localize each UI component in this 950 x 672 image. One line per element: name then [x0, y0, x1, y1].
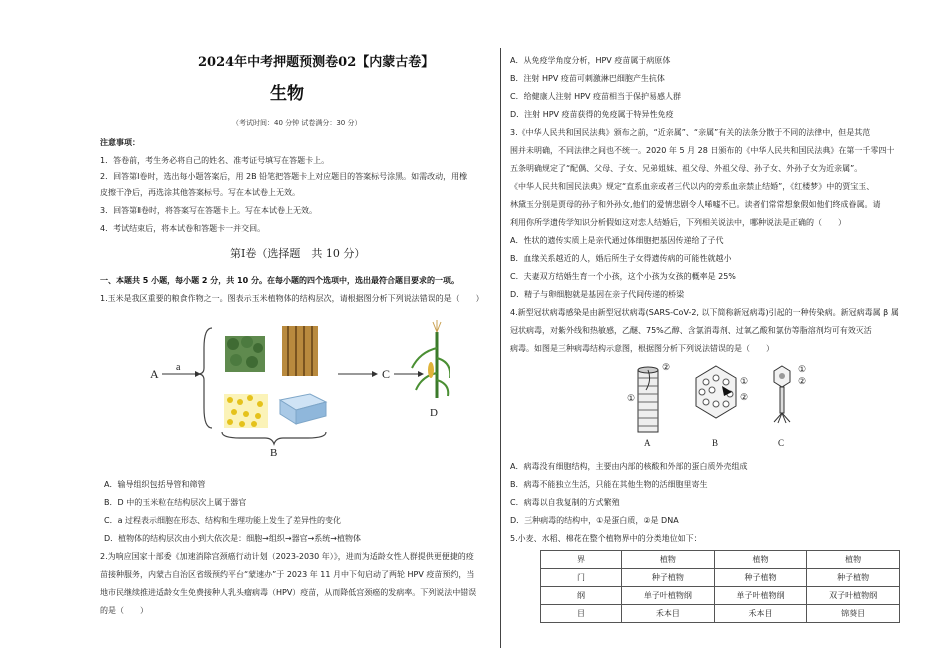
- virus-b-label: B: [712, 438, 719, 448]
- q4-stem-line: 病毒。如图是三种病毒结构示意图，根据图分析下列说法错误的是（ ）: [510, 344, 774, 353]
- table-cell: 植物: [622, 551, 715, 569]
- table-cell: 纲: [541, 587, 622, 605]
- section-title: 第Ⅰ卷（选择题 共 10 分）: [230, 247, 366, 260]
- note-item: 4．考试结束后，将本试卷和答题卡一并交回。: [100, 224, 266, 233]
- table-cell: 种子植物: [807, 569, 900, 587]
- table-cell: 门: [541, 569, 622, 587]
- table-cell: 种子植物: [622, 569, 715, 587]
- q1-option: D．植物体的结构层次由小到大依次是：细胞→组织→器官→系统→植物体: [104, 534, 361, 543]
- q3-stem-line: 林黛玉分别是贾母的孙子和外孙女,他们的爱情悲剧令人唏嘘不已。读者们常常想象假如他们终成眷属。请: [510, 200, 881, 209]
- q4-option: A．病毒没有细胞结构，主要由内部的核酸和外部的蛋白质外壳组成: [510, 462, 748, 471]
- q1-option: B．D 中的玉米粒在结构层次上属于器官: [104, 498, 247, 507]
- table-cell: 界: [541, 551, 622, 569]
- virus-label-1: ①: [798, 364, 807, 374]
- q2-option: D．注射 HPV 疫苗获得的免疫属于特异性免疫: [510, 110, 674, 119]
- q2-stem-line: 苗接种服务，内蒙古自治区省级预约平台“蒙速办”于 2023 年 11 月中下旬启动了两轮 HPV 疫苗预约，当: [100, 570, 475, 579]
- q2-option: A．从免疫学角度分析，HPV 疫苗属于病原体: [510, 56, 671, 65]
- virus-a-label: A: [644, 438, 651, 448]
- q1-label-c: C: [382, 367, 391, 381]
- exam-title: 2024年中考押题预测卷02【内蒙古卷】: [198, 55, 435, 70]
- note-item: 2．回答第Ⅰ卷时，选出每小题答案后，用 2B 铅笔把答题卡上对应题目的答案标号涂黑。如需改动，用橡: [100, 172, 468, 181]
- note-item: 皮擦干净后，再选涂其他答案标号。写在本试卷上无效。: [100, 188, 300, 197]
- left-brace: [198, 328, 212, 428]
- table-cell: 目: [541, 605, 622, 623]
- q4-option: B．病毒不能独立生活，只能在其他生物的活细胞里寄生: [510, 480, 708, 489]
- arrow-head: [372, 371, 378, 377]
- virus-c-phage-icon: [774, 366, 790, 423]
- q3-option: C．夫妻双方结婚生育一个小孩，这个小孩为女孩的概率是 25%: [510, 272, 736, 281]
- q1-label-d: D: [430, 407, 438, 419]
- virus-label-2: ②: [662, 362, 671, 372]
- q2-option: B．注射 HPV 疫苗可刺激淋巴细胞产生抗体: [510, 74, 665, 83]
- q3-stem-line: 利用你所学遗传学知识分析假如这对恋人结婚后，下列相关说法中，哪种说法是正确的（ ）: [510, 218, 846, 227]
- q3-stem-line: 五条明确规定了“配偶、父母、子女、兄弟姐妹、祖父母、外祖父母、孙子女、外孙子女为近亲属”。: [510, 164, 863, 173]
- q1-figure: [150, 318, 450, 458]
- q3-option: D．精子与卵细胞就是基因在亲子代间传递的桥梁: [510, 290, 685, 299]
- virus-a-rod-icon: [638, 367, 658, 432]
- virus-label-2: ②: [740, 392, 749, 402]
- q2-option: C．给健康人注射 HPV 疫苗相当于保护易感人群: [510, 92, 681, 101]
- bottom-brace: [222, 432, 326, 444]
- table-cell: 单子叶植物纲: [622, 587, 715, 605]
- table-cell: 植物: [807, 551, 900, 569]
- table-row: [541, 551, 900, 569]
- table-cell: 双子叶植物纲: [807, 587, 900, 605]
- q1-option: C．a 过程表示细胞在形态、结构和生理功能上发生了差异性的变化: [104, 516, 342, 525]
- q1-stem: 1.玉米是我区重要的粮食作物之一。图表示玉米植物体的结构层次，请根据图分析下列说法错误的是（ ）: [100, 294, 484, 303]
- table-cell: 禾本目: [622, 605, 715, 623]
- table-cell: 锦葵目: [807, 605, 900, 623]
- tissue-blue-icon: [280, 394, 326, 424]
- q1-label-b: B: [270, 447, 278, 458]
- q2-stem-line: 地市民继续推进适龄女生免费接种人乳头瘤病毒（HPV）疫苗，从而降低宫颈癌的发病率。下列说法中错误: [100, 588, 477, 597]
- q3-stem-line: 3.《中华人民共和国民法典》颁布之前，“近亲属”、“亲属”有关的法条分散于不同的法律中，但是其范: [510, 128, 871, 137]
- q4-virus-figure: [618, 360, 818, 450]
- note-item: 3．回答第Ⅱ卷时，将答案写在答题卡上。写在本试卷上无效。: [100, 206, 318, 215]
- section-instruction: 一、本题共 5 小题，每小题 2 分，共 10 分。在每小题的四个选项中，选出最符合题目要求的一项。: [100, 276, 459, 285]
- tissue-green-icon: [225, 336, 265, 372]
- table-row: [541, 605, 900, 623]
- notes-heading: 注意事项：: [100, 138, 140, 147]
- column-divider: [500, 48, 501, 648]
- q3-option: A．性状的遗传实质上是亲代通过体细胞把基因传递给了子代: [510, 236, 724, 245]
- q1-label-a: a: [176, 362, 181, 373]
- q4-option: D．三种病毒的结构中，①是蛋白质，②是 DNA: [510, 516, 679, 525]
- q4-stem-line: 4.新型冠状病毒感染是由新型冠状病毒(SARS-CoV-2, 以下简称新冠病毒)引起的一种传染病。新冠病毒属 β 属: [510, 308, 899, 317]
- classification-table: [540, 550, 900, 623]
- note-item: 1．答卷前，考生务必将自己的姓名、准考证号填写在答题卡上。: [100, 156, 330, 165]
- q4-option: C．病毒以自我复制的方式繁殖: [510, 498, 620, 507]
- table-row: [541, 587, 900, 605]
- q3-stem-line: 《中华人民共和国民法典》规定“直系血亲或者三代以内的旁系血亲禁止结婚”，《红楼梦》中的贾宝玉、: [510, 182, 875, 191]
- table-row: [541, 569, 900, 587]
- tissue-yellow-icon: [224, 394, 268, 428]
- arrow-head: [418, 371, 424, 377]
- virus-label-1: ①: [627, 393, 636, 403]
- table-cell: 种子植物: [714, 569, 807, 587]
- virus-b-polyhedral-icon: [696, 366, 736, 418]
- q1-option: A．输导组织包括导管和筛管: [104, 480, 206, 489]
- virus-c-label: C: [778, 438, 785, 448]
- subject-title: 生物: [270, 84, 304, 104]
- q3-option: B．血缘关系越近的人，婚后所生子女得遗传病的可能性就越小: [510, 254, 732, 263]
- table-cell: 禾本目: [714, 605, 807, 623]
- q1-label-a-cap: A: [150, 367, 159, 381]
- q2-stem-line: 2.为响应国家十部委《加速消除宫颈癌行动计划（2023-2030 年）》，进而为适龄女性人群提供更便捷的疫: [100, 552, 474, 561]
- table-cell: 植物: [714, 551, 807, 569]
- q4-stem-line: 冠状病毒，对紫外线和热敏感，乙醚、75%乙醇、含氯消毒剂、过氧乙酸和氯仿等脂溶剂均可有效灭活: [510, 326, 872, 335]
- q3-stem-line: 围并未明确，不同法律之间也不统一。2020 年 5 月 28 日颁布的《中华人民共和国民法典》在第一千零四十: [510, 146, 895, 155]
- virus-label-1: ①: [740, 376, 749, 386]
- q5-stem: 5.小麦、水稻、棉花在整个植物界中的分类地位如下：: [510, 534, 702, 543]
- tissue-brown-icon: [282, 326, 318, 376]
- q2-stem-line: 的是（ ）: [100, 606, 148, 615]
- corn-plant-icon: [412, 320, 450, 398]
- table-cell: 单子叶植物纲: [714, 587, 807, 605]
- exam-time-info: （考试时间：40 分钟 试卷满分：30 分）: [232, 119, 362, 127]
- virus-label-2: ②: [798, 376, 807, 386]
